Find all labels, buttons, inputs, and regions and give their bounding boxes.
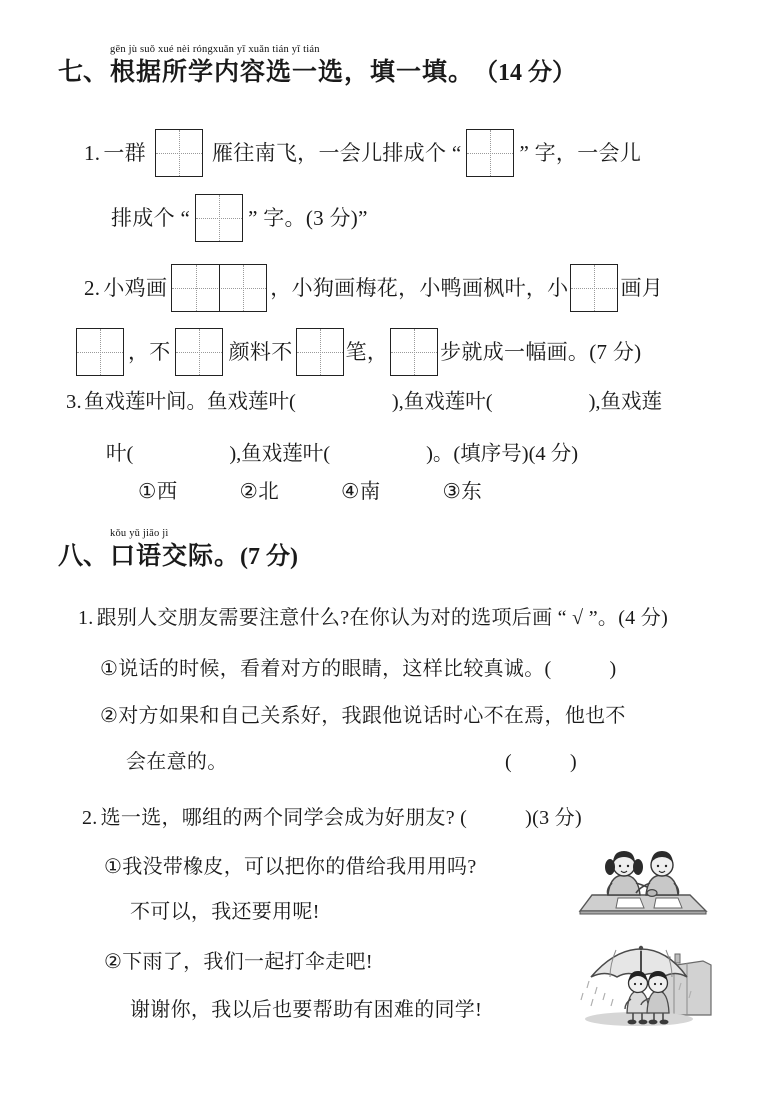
question-7-2-line-2 xyxy=(76,328,641,376)
choice-marker-2: ② xyxy=(100,705,119,727)
question-7-3-options xyxy=(138,482,482,503)
question-7-2-text-e: 颜料不 xyxy=(228,339,293,364)
paren-close: ) xyxy=(569,751,577,773)
tianzige-box-1[interactable] xyxy=(155,129,203,177)
question-7-1-text-d: 排成个 “ xyxy=(111,205,191,230)
question-7-3-text-f: )。(填序号)(4 分) xyxy=(426,443,579,465)
choice-marker-8-2-1: ① xyxy=(104,856,123,878)
tianzige-box-8[interactable] xyxy=(390,328,438,376)
question-7-3-line-1 xyxy=(66,392,662,413)
question-8-1-prompt-text: 跟别人交朋友需要注意什么?在你认为对的选项后画 “ √ ”。(4 分) xyxy=(96,607,669,629)
question-8-2-choice-1-line-1[interactable] xyxy=(104,857,477,877)
tianzige-dotted-guide xyxy=(196,265,197,311)
question-7-3-text-b: ),鱼戏莲叶( xyxy=(391,391,493,413)
section-pinyin-eight: kǒu yǔ jiāo jì xyxy=(110,528,169,539)
option-text-1[interactable]: 西 xyxy=(156,481,178,503)
question-7-2-text-f: 笔， xyxy=(345,339,389,364)
section-heading-eight xyxy=(58,528,299,570)
section-title-eight: 口语交际。 xyxy=(110,543,241,570)
choice-tail-1: ) xyxy=(609,658,617,680)
section-pinyin-seven: gēn jù suǒ xué nèi róngxuǎn yī xuǎn tián yī tián xyxy=(110,44,320,55)
section-title-seven-ruby xyxy=(110,44,475,86)
choice-text-2: 对方如果和自己关系好，我跟他说话时心不在焉，他也不 xyxy=(118,705,626,727)
question-8-1-choice-2-cont xyxy=(126,752,228,772)
illustration-two-children-under-umbrella-in-rain xyxy=(575,943,713,1029)
question-7-1-text-e: ” 字。(3 分)” xyxy=(248,205,368,230)
question-8-2-prompt xyxy=(82,808,582,828)
option-text-4[interactable]: 东 xyxy=(461,481,482,503)
answer-paren-8-1-2[interactable] xyxy=(505,752,577,772)
tianzige-box-double-1[interactable] xyxy=(171,264,267,312)
section-number-seven: 七、 xyxy=(58,59,109,86)
tianzige-box-4[interactable] xyxy=(570,264,618,312)
question-7-2-text-g: 步就成一幅画。(7 分) xyxy=(440,339,642,364)
tianzige-box-5[interactable] xyxy=(76,328,124,376)
question-7-1-text-b: 雁往南飞，一会儿排成个 “ xyxy=(211,140,462,165)
question-7-2-text-b: ，小狗画梅花，小鸭画枫叶，小 xyxy=(270,275,569,300)
question-7-3-text-d: 叶( xyxy=(106,443,134,465)
section-heading-seven xyxy=(58,44,577,86)
question-7-1-text-c: ” 字，一会儿 xyxy=(519,140,642,165)
choice-8-2-1-line-1: 我没带橡皮，可以把你的借给我用用吗? xyxy=(122,856,477,878)
paren-open: ( xyxy=(505,751,512,773)
choice-marker-8-2-2: ② xyxy=(104,951,123,973)
tianzige-box-7[interactable] xyxy=(296,328,344,376)
section-number-eight: 八、 xyxy=(58,543,109,570)
question-7-2-number: 2. xyxy=(84,275,101,300)
option-text-2[interactable]: 北 xyxy=(258,481,279,503)
tianzige-box-6[interactable] xyxy=(175,328,223,376)
tianzige-divider xyxy=(219,265,220,311)
tianzige-dotted-guide xyxy=(243,265,244,311)
question-8-1-choice-2[interactable] xyxy=(100,706,626,726)
question-8-1-number: 1. xyxy=(78,607,94,629)
question-7-2-text-c: 画月 xyxy=(620,275,664,300)
option-marker-3[interactable]: ④ xyxy=(341,481,360,503)
tianzige-box-2[interactable] xyxy=(466,129,514,177)
option-text-3[interactable]: 南 xyxy=(359,481,381,503)
question-7-1-line-1 xyxy=(84,129,641,177)
question-8-2-choice-1-line-2 xyxy=(130,902,320,922)
illustration-two-children-at-desk xyxy=(578,843,708,915)
section-score-seven: （14 分） xyxy=(474,60,577,86)
question-7-2-text-a: 小鸡画 xyxy=(103,275,168,300)
choice-text-1: 说话的时候，看着对方的眼睛，这样比较真诚。( xyxy=(118,658,552,680)
question-7-2-line-1 xyxy=(84,264,663,312)
question-8-2-choice-2-line-2 xyxy=(130,1000,482,1020)
question-7-3-text-c: ),鱼戏莲 xyxy=(588,391,663,413)
choice-8-2-2-line-1: 下雨了，我们一起打伞走吧! xyxy=(122,951,373,973)
option-marker-2[interactable]: ② xyxy=(239,481,259,503)
option-marker-1[interactable]: ① xyxy=(138,481,157,503)
question-8-1-prompt xyxy=(78,608,668,628)
choice-marker-1: ① xyxy=(100,658,119,680)
question-8-2-prompt-text-a: 选一选，哪组的两个同学会成为好朋友? ( xyxy=(100,807,468,829)
question-7-3-number: 3. xyxy=(66,391,82,413)
section-title-seven: 根据所学内容选一选，填一填。 xyxy=(110,59,475,86)
question-7-3-text-e: ),鱼戏莲叶( xyxy=(229,443,331,465)
choice-8-2-1-line-2: 不可以，我还要用呢! xyxy=(130,901,320,923)
question-8-2-choice-2-line-1[interactable] xyxy=(104,952,373,972)
choice-text-2-cont: 会在意的。 xyxy=(126,751,228,773)
section-score-eight: (7 分) xyxy=(240,544,299,570)
choice-8-2-2-line-2: 谢谢你，我以后也要帮助有困难的同学! xyxy=(130,999,483,1021)
option-marker-4[interactable]: ③ xyxy=(442,481,462,503)
question-8-2-prompt-text-b: )(3 分) xyxy=(525,807,582,829)
section-title-eight-ruby xyxy=(110,528,241,570)
question-7-3-text-a: 鱼戏莲叶间。鱼戏莲叶( xyxy=(83,391,296,413)
question-7-1-line-2 xyxy=(111,194,368,242)
question-7-3-line-2 xyxy=(106,444,578,465)
question-7-1-number: 1. xyxy=(84,140,101,165)
question-8-1-choice-1[interactable] xyxy=(100,659,616,679)
question-7-1-text-a: 一群 xyxy=(103,140,146,165)
question-8-2-number: 2. xyxy=(82,807,98,829)
tianzige-box-3[interactable] xyxy=(195,194,243,242)
question-7-2-text-d: ，不 xyxy=(128,339,171,364)
